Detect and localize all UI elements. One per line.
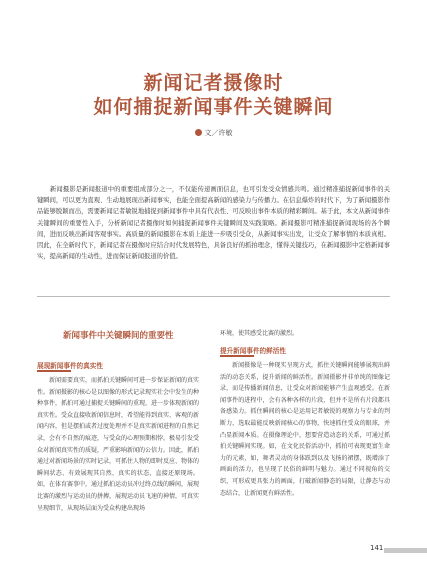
author-bullet-icon	[195, 129, 202, 136]
page-number-bar	[384, 548, 427, 553]
sub-heading-underline	[37, 370, 71, 372]
section-divider	[37, 296, 390, 297]
author-name: 文／许敏	[204, 129, 233, 137]
sub-heading-authenticity: 展现新闻事件的真实性	[37, 362, 103, 370]
right-column-intro: 环境，使其感受比赛的激烈。	[220, 330, 299, 337]
article-title-line-1: 新闻记者摄像时	[143, 72, 284, 94]
sub-heading-underline	[220, 355, 254, 357]
left-column-body: 新闻需要真实，而抓拍关键瞬间可进一步保证新闻的真实性。新闻摄影的核心是以图像的形式记录现实社会中发生的种种事件，抓拍可通过捕捉关键瞬间的重现，进一步体现新闻的真实性。受众直接收新闻信息时，希望能得到真实、客观的新闻内容，但是摆拍或者过度处理并不是真实新闻进程的自然记录，会有不自然的痕迹，与受众的心理预期相悖，极易引发受众对新闻真实性的质疑，严重影响新闻的公信力。因此，抓拍通过对新闻场景的实时记录，可抓住人物的即时反应、物体的瞬间状态、有效展现其自然、真实的状态，直接还原现场。如，在体育赛事中，通过抓拍运动员冲过终点线的瞬间，展现比赛的激烈与运动员的拼搏，展现运动员飞速的神情，可真实呈现细节，从现场层面为受众构建出现场	[37, 377, 200, 512]
author-line	[0, 128, 427, 138]
abstract-paragraph: 新闻摄影是新闻报道中的重要组成部分之一，不仅能传递画面信息，也可引发受众情感共鸣。通过精准捕捉新闻事件的关键瞬间，可以更为直观、生动地展现出新闻事实，也能全面提高新闻的感染力与传播力。在信息爆炸的时代下，为了新闻摄影作品能够脱颖而出，需要新闻记者敏锐地捕捉到新闻事件中具有代表性、可反映出事件本质的精彩瞬间。基于此，本文从新闻事件关键瞬间的重要性入手，分析新闻记者摄像时如何捕捉新闻事件关键瞬间及实践策略。新闻摄影可精准捕捉新闻现场的各个瞬间，进而反映出新闻客观事实。高质量的新闻摄影在本质上能进一步吸引受众，从新闻事实出发，让受众了解事情的本质真相。因此，在全新时代下，新闻记者在摄像时应结合时代发展特色，具备良好的抓拍理念，懂得关键技巧，在新闻摄影中定格新闻事实，提高新闻的生动性，进而保证新闻报道的价值。	[37, 186, 390, 261]
sub-heading-vividness: 提升新闻事件的鲜活性	[220, 347, 286, 355]
page-number: 141	[370, 544, 384, 552]
right-column-body: 新闻摄像是一种现实呈现方式，抓住关键瞬间能够展现出鲜活的动态关系，提升新闻的鲜活性。新闻摄影并非单纯的图像记录，而是传播新闻信息，让受众对新闻能够产生直观感受。在新闻事件的进程中，会有各种各样的片段，但并不是所有片段都具备感染力。抓住瞬间的核心是运用记者敏锐的观察力与专业的判断力，选取最能反映新闻核心的事物，快速抓住受众的眼球，并凸显新闻本质。在摄像理论中，想要营造动态的关系，可通过抓拍关键瞬间实现。如，在文化民俗活动中，抓拍可表现更富生命力的元素，如，舞者灵动的身体跃到以及飞扬的裙摆，既增添了画面的活力，也呈现了民俗的鲜明与魅力。通过不同视角的交织，可形成更具张力的画面，打破新闻静态的局限，让静态与动态结合，让新闻更有鲜活性。	[220, 362, 390, 497]
section-heading: 新闻事件中关键瞬间的重要性	[63, 331, 174, 341]
article-title-line-2: 如何捕捉新闻事件关键瞬间	[93, 96, 334, 118]
